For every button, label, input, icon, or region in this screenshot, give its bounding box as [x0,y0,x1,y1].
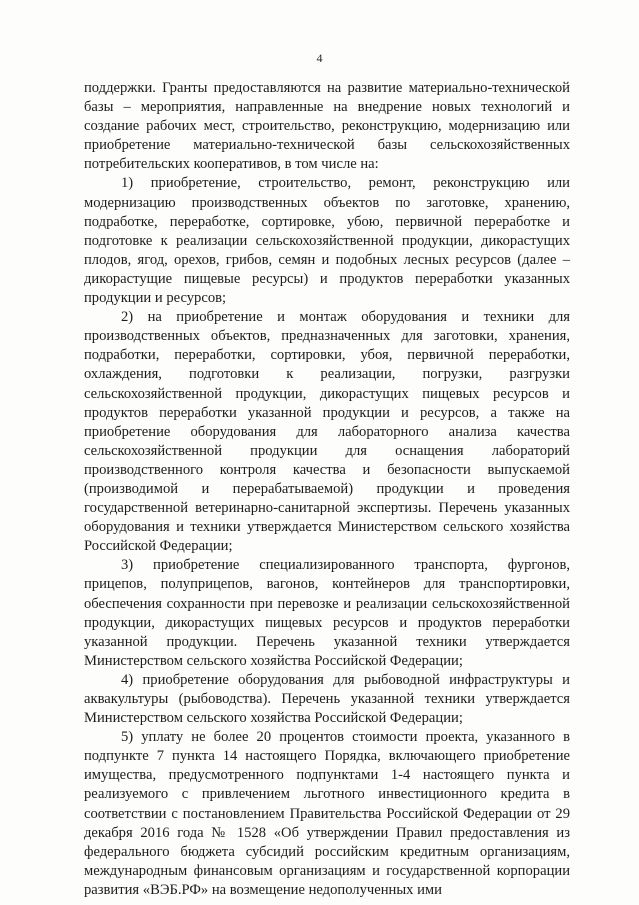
paragraph-item-3: 3) приобретение специализированного транспорта, фургонов, прицепов, полуприцепов, вагонов, контейнеров для транспортировки, обеспечения сохранности при перевозке и реализации сельскохозяйственной продукции, дикорастущих пищевых ресурсов и продуктов переработки указанной продукции. Перечень указанной техники утверждается Министерством сельского хозяйства Российской Федерации; [84,557,570,669]
paragraph-item-5: 5) уплату не более 20 процентов стоимости проекта, указанного в подпункте 7 пункта 14 настоящего Порядка, включающего приобретение имущества, предусмотренного подпунктами 1-4 настоящего пункта и реализуемого с привлечением льготного инвестиционного кредита в соответствии с постановлением Правительства Российской Федерации от 29 декабря 2016 года № 1528 «Об утверждении Правил предоставления из федерального бюджета субсидий российским кредитным организациям, международным финансовым организациям и государственной корпорации развития «ВЭБ.РФ» на возмещение недополученных ими [84,729,570,898]
page-number: 4 [316,51,323,65]
document-body [84,79,570,900]
paragraph-item-2: 2) на приобретение и монтаж оборудования и техники для производственных объектов, предназначенных для заготовки, хранения, подработки, переработки, сортировки, убоя, первичной переработки, охлаждения, подготовки к реализации, погрузки, разгрузки сельскохозяйственной продукции, дикорастущих пищевых ресурсов и продуктов переработки указанной продукции и ресурсов, а также на приобретение оборудования для лабораторного анализа качества сельскохозяйственной продукции для оснащения лабораторий производственного контроля качества и безопасности выпускаемой (производимой и перерабатываемой) продукции и проведения государственной ветеринарно-санитарной экспертизы. Перечень указанных оборудования и техники утверждается Министерством сельского хозяйства Российской Федерации; [84,309,570,555]
paragraph-item-4: 4) приобретение оборудования для рыбоводной инфраструктуры и аквакультуры (рыбоводства). Перечень указанной техники утверждается Министерством сельского хозяйства Российской Федерации; [84,671,570,727]
paragraph-item-1: 1) приобретение, строительство, ремонт, реконструкцию или модернизацию производственных объектов по заготовке, хранению, подработке, переработке, сортировке, убою, первичной переработке и подготовке к реализации сельскохозяйственной продукции, дикорастущих плодов, ягод, орехов, грибов, семян и подобных лесных ресурсов (далее – дикорастущие пищевые ресурсы) и продуктов переработки указанных продукции и ресурсов; [84,175,570,307]
paragraph-intro: поддержки. Гранты предоставляются на развитие материально-технической базы – мероприятия, направленные на внедрение новых технологий и создание рабочих мест, строительство, реконструкцию, модернизацию или приобретение материально-технической базы сельскохозяйственных потребительских кооперативов, в том числе на: [84,80,570,173]
